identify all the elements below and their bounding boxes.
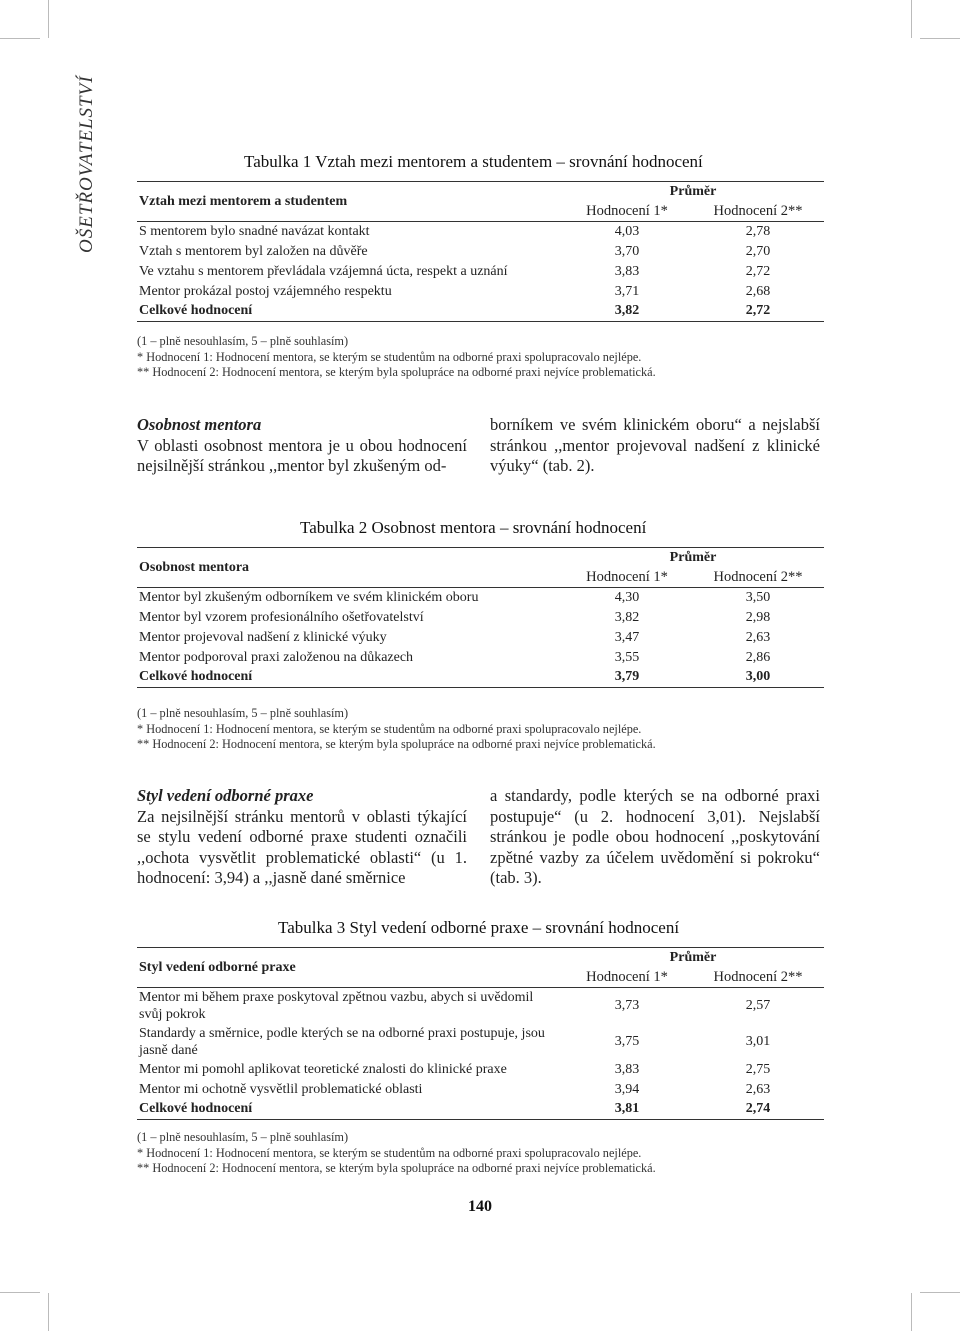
crop-mark (920, 38, 960, 39)
row-value-1: 3,71 (614, 283, 640, 299)
total-label: Celkové hodnocení (139, 303, 253, 319)
row-value-1: 3,83 (614, 1061, 640, 1077)
table-2 (137, 547, 824, 688)
row-value-2: 2,72 (745, 263, 771, 279)
row-value-2: 2,57 (745, 997, 771, 1013)
table-1-avg-header: Průměr (669, 183, 717, 199)
row-value-2: 2,70 (745, 243, 771, 259)
row-value-1: 3,82 (614, 609, 640, 625)
table-row (137, 222, 824, 242)
table-2-caption: Tabulka 2 Osobnost mentora – srovnání hodnocení (300, 518, 647, 537)
table-2-col2-header: Hodnocení 2** (713, 568, 803, 585)
table-1-col2-header: Hodnocení 2** (713, 202, 803, 219)
table-1-notes (137, 334, 656, 381)
table-row (137, 1080, 824, 1100)
row-value-2: 2,63 (745, 1081, 771, 1097)
row-label: Mentor byl zkušeným odborníkem ve svém klinickém oboru (139, 589, 479, 605)
row-value-2: 2,68 (745, 283, 771, 299)
row-value-2: 2,78 (745, 223, 771, 239)
note-rating-2: ** Hodnocení 2: Hodnocení mentora, se kterým byla spolupráce na odborné praxi nejvíce problematická. (137, 365, 656, 379)
section-1-right-column (490, 415, 820, 477)
row-value-1: 3,75 (614, 1033, 640, 1049)
page-number: 140 (468, 1198, 492, 1215)
table-3-notes (137, 1130, 656, 1177)
total-value-2: 3,00 (745, 669, 771, 685)
row-value-1: 4,30 (614, 589, 640, 605)
table-3-caption: Tabulka 3 Styl vedení odborné praxe – srovnání hodnocení (278, 918, 680, 937)
table-2-col1-header: Hodnocení 1* (586, 568, 668, 585)
row-label: Mentor prokázal postoj vzájemného respektu (139, 283, 392, 299)
table-1-col1-header: Hodnocení 1* (586, 202, 668, 219)
note-rating-1: * Hodnocení 1: Hodnocení mentora, se kterým se studentům na odborné praxi spolupracovalo nejlépe. (137, 349, 642, 364)
row-value-2: 3,01 (745, 1033, 771, 1049)
row-label: Mentor mi ochotně vysvětlil problematické oblasti (139, 1081, 423, 1097)
section-1-left-column (137, 415, 467, 477)
table-total-row (137, 668, 824, 688)
table-row (137, 1024, 824, 1060)
row-value-2: 2,75 (745, 1061, 771, 1077)
row-value-2: 2,86 (745, 649, 771, 665)
section-2-right-column (490, 786, 820, 889)
crop-mark (48, 0, 49, 38)
row-label: Ve vztahu s mentorem převládala vzájemná úcta, respekt a uznání (139, 263, 508, 279)
table-2-avg-header: Průměr (669, 549, 717, 565)
crop-mark (0, 38, 40, 39)
table-row (137, 628, 824, 648)
section-2-left-text: Za nejsilnější stránku mentorů v oblasti týkající se stylu vedení odborné praxe studenti označili ,,ochota vysvětlit problematické oblasti“ (u 1. hodnocení: 3,94) a ,,jasně dané směrnice (137, 806, 467, 887)
total-value-1: 3,79 (614, 669, 640, 685)
row-label: Mentor mi pomohl aplikovat teoretické znalosti do klinické praxe (139, 1061, 507, 1077)
table-3-avg-header: Průměr (669, 949, 717, 965)
total-value-2: 2,72 (745, 303, 771, 319)
table-3 (137, 947, 824, 1120)
section-1-heading: Osobnost mentora (137, 415, 262, 434)
section-2-heading: Styl vedení odborné praxe (137, 786, 314, 805)
table-3-col1-header: Hodnocení 1* (586, 968, 668, 985)
section-1-right-text: borníkem ve svém klinickém oboru“ a nejslabší stránkou ,,mentor projevoval nadšení z klinické výuky“ (tab. 2). (490, 415, 820, 475)
total-value-1: 3,82 (614, 303, 640, 319)
section-2-right-text: a standardy, podle kterých se na odborné praxi postupuje“ (u 2. hodnocení 3,01). Nejslabší stránkou je podle obou hodnocení ,,poskytování zpětné vazby za účelem uvědomění si pokroku“ (tab. 3). (490, 786, 820, 887)
row-value-1: 4,03 (614, 223, 640, 239)
row-label: Mentor byl vzorem profesionálního ošetřovatelství (139, 609, 424, 625)
row-value-2: 3,50 (745, 589, 771, 605)
table-3-col2-header: Hodnocení 2** (713, 968, 803, 985)
table-2-notes (137, 706, 656, 753)
section-1-left-text: V oblasti osobnost mentora je u obou hodnocení nejsilnější stránkou ,,mentor byl zkušeným od- (137, 435, 467, 475)
crop-mark (911, 0, 912, 38)
table-row (137, 988, 824, 1024)
crop-mark (920, 1292, 960, 1293)
row-value-1: 3,94 (614, 1081, 640, 1097)
total-value-1: 3,81 (614, 1101, 640, 1117)
note-scale: (1 – plně nesouhlasím, 5 – plně souhlasím) (137, 1130, 349, 1144)
table-3-label-header: Styl vedení odborné praxe (139, 959, 296, 975)
note-rating-1: * Hodnocení 1: Hodnocení mentora, se kterým se studentům na odborné praxi spolupracovalo nejlépe. (137, 721, 642, 736)
total-label: Celkové hodnocení (139, 1101, 253, 1117)
table-row (137, 242, 824, 262)
note-rating-2: ** Hodnocení 2: Hodnocení mentora, se kterým byla spolupráce na odborné praxi nejvíce problematická. (137, 737, 656, 751)
crop-mark (0, 1292, 40, 1293)
row-value-1: 3,47 (614, 629, 640, 645)
row-label: Vztah s mentorem byl založen na důvěře (139, 243, 368, 259)
row-label: S mentorem bylo snadné navázat kontakt (139, 223, 370, 239)
total-label: Celkové hodnocení (139, 669, 253, 685)
row-value-1: 3,83 (614, 263, 640, 279)
table-row (137, 282, 824, 302)
table-row (137, 262, 824, 282)
row-label: Standardy a směrnice, podle kterých se na odborné praxi postupuje, jsou jasně dané (139, 1025, 545, 1058)
table-1-caption: Tabulka 1 Vztah mezi mentorem a studentem – srovnání hodnocení (244, 152, 703, 171)
table-row (137, 608, 824, 628)
row-label: Mentor mi během praxe poskytoval zpětnou vazbu, abych si uvědomil svůj pokrok (139, 989, 534, 1022)
table-total-row (137, 1100, 824, 1120)
note-rating-1: * Hodnocení 1: Hodnocení mentora, se kterým se studentům na odborné praxi spolupracovalo nejlépe. (137, 1145, 642, 1160)
crop-mark (48, 1293, 49, 1331)
row-label: Mentor podporoval praxi založenou na důkazech (139, 649, 414, 665)
total-value-2: 2,74 (745, 1101, 771, 1117)
table-total-row (137, 302, 824, 322)
note-scale: (1 – plně nesouhlasím, 5 – plně souhlasím) (137, 706, 349, 720)
table-1-label-header: Vztah mezi mentorem a studentem (139, 193, 348, 209)
section-2-left-column (137, 786, 467, 889)
row-value-1: 3,73 (614, 997, 640, 1013)
note-rating-2: ** Hodnocení 2: Hodnocení mentora, se kterým byla spolupráce na odborné praxi nejvíce problematická. (137, 1161, 656, 1175)
row-value-1: 3,55 (614, 649, 640, 665)
row-value-2: 2,63 (745, 629, 771, 645)
row-label: Mentor projevoval nadšení z klinické výuky (139, 629, 387, 645)
table-row (137, 648, 824, 668)
note-scale: (1 – plně nesouhlasím, 5 – plně souhlasím) (137, 334, 349, 348)
row-value-1: 3,70 (614, 243, 640, 259)
section-side-label: OŠETŘOVATELSTVÍ (76, 75, 97, 253)
crop-mark (911, 1293, 912, 1331)
table-row (137, 588, 824, 608)
row-value-2: 2,98 (745, 609, 771, 625)
table-2-label-header: Osobnost mentora (139, 559, 250, 575)
table-row (137, 1060, 824, 1080)
table-1 (137, 181, 824, 322)
